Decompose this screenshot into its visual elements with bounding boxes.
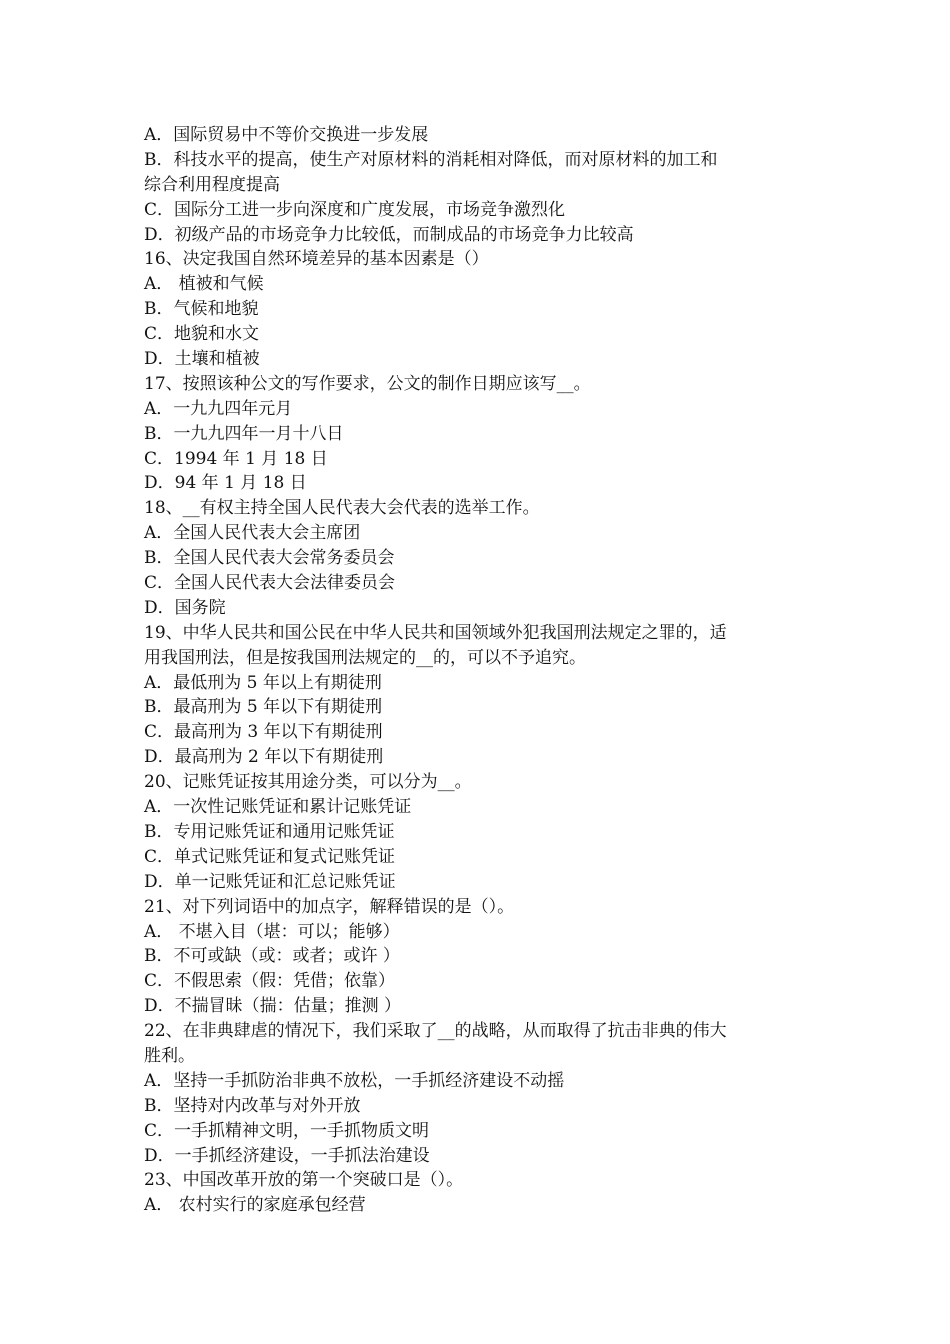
option-text: A．最低刑为 5 年以上有期徒刑: [144, 672, 382, 693]
option-text: B．一九九四年一月十八日: [144, 423, 344, 444]
option-text: D．国务院: [144, 597, 226, 618]
question-21: 21、对下列词语中的加点字，解释错误的是（）。: [144, 896, 515, 917]
option-text: D．94 年 1 月 18 日: [144, 473, 307, 494]
option-text: C．国际分工进一步向深度和广度发展，市场竞争激烈化: [144, 199, 566, 220]
option-text: D．单一记账凭证和汇总记账凭证: [144, 871, 396, 892]
option-text: B．最高刑为 5 年以下有期徒刑: [144, 697, 383, 718]
option-text: D．不揣冒昧（揣：估量；推测 ）: [144, 996, 402, 1017]
option-text: B．不可或缺（或：或者；或许 ）: [144, 946, 400, 967]
question-20: 20、记账凭证按其用途分类，可以分为__。: [144, 772, 472, 793]
question-16: 16、决定我国自然环境差异的基本因素是（）: [144, 249, 489, 270]
question-22-continuation: 胜利。: [144, 1045, 195, 1066]
option-text: C．地貌和水文: [144, 324, 260, 345]
option-text: B．气候和地貌: [144, 299, 259, 320]
option-text: A． 农村实行的家庭承包经营: [144, 1195, 366, 1216]
option-text-continuation: 综合利用程度提高: [144, 174, 280, 195]
option-text: A．全国人民代表大会主席团: [144, 523, 361, 544]
option-text: C．全国人民代表大会法律委员会: [144, 573, 396, 594]
option-text: D．最高刑为 2 年以下有期徒刑: [144, 747, 384, 768]
option-text: B．全国人民代表大会常务委员会: [144, 548, 395, 569]
option-text: A．一九九四年元月: [144, 398, 293, 419]
question-19-continuation: 用我国刑法，但是按我国刑法规定的__的，可以不予追究。: [144, 647, 586, 668]
option-text: A．一次性记账凭证和累计记账凭证: [144, 797, 412, 818]
question-17: 17、按照该种公文的写作要求，公文的制作日期应该写__。: [144, 373, 591, 394]
option-text: A． 植被和气候: [144, 274, 264, 295]
question-22: 22、在非典肆虐的情况下，我们采取了__的战略，从而取得了抗击非典的伟大: [144, 1021, 727, 1042]
option-text: C．一手抓精神文明，一手抓物质文明: [144, 1120, 430, 1141]
option-text: D．初级产品的市场竞争力比较低，而制成品的市场竞争力比较高: [144, 224, 634, 245]
option-text: C．单式记账凭证和复式记账凭证: [144, 846, 396, 867]
question-18: 18、__有权主持全国人民代表大会代表的选举工作。: [144, 498, 540, 519]
option-text: C．最高刑为 3 年以下有期徒刑: [144, 722, 383, 743]
option-text: A． 不堪入目（堪：可以；能够）: [144, 921, 400, 942]
option-text: A．坚持一手抓防治非典不放松，一手抓经济建设不动摇: [144, 1070, 565, 1091]
option-text: A．国际贸易中不等价交换进一步发展: [144, 125, 429, 145]
document-page: [144, 123, 812, 1218]
option-text: B．坚持对内改革与对外开放: [144, 1095, 361, 1116]
option-text: B．科技水平的提高，使生产对原材料的消耗相对降低，而对原材料的加工和: [144, 149, 718, 170]
option-text: C．不假思索（假：凭借；依靠）: [144, 971, 396, 992]
option-text: B．专用记账凭证和通用记账凭证: [144, 821, 395, 842]
option-text: D．土壤和植被: [144, 349, 260, 370]
option-text: D．一手抓经济建设，一手抓法治建设: [144, 1145, 430, 1166]
option-text: C．1994 年 1 月 18 日: [144, 448, 328, 469]
question-23: 23、中国改革开放的第一个突破口是（）。: [144, 1170, 464, 1191]
question-19: 19、中华人民共和国公民在中华人民共和国领域外犯我国刑法规定之罪的，适: [144, 622, 727, 643]
